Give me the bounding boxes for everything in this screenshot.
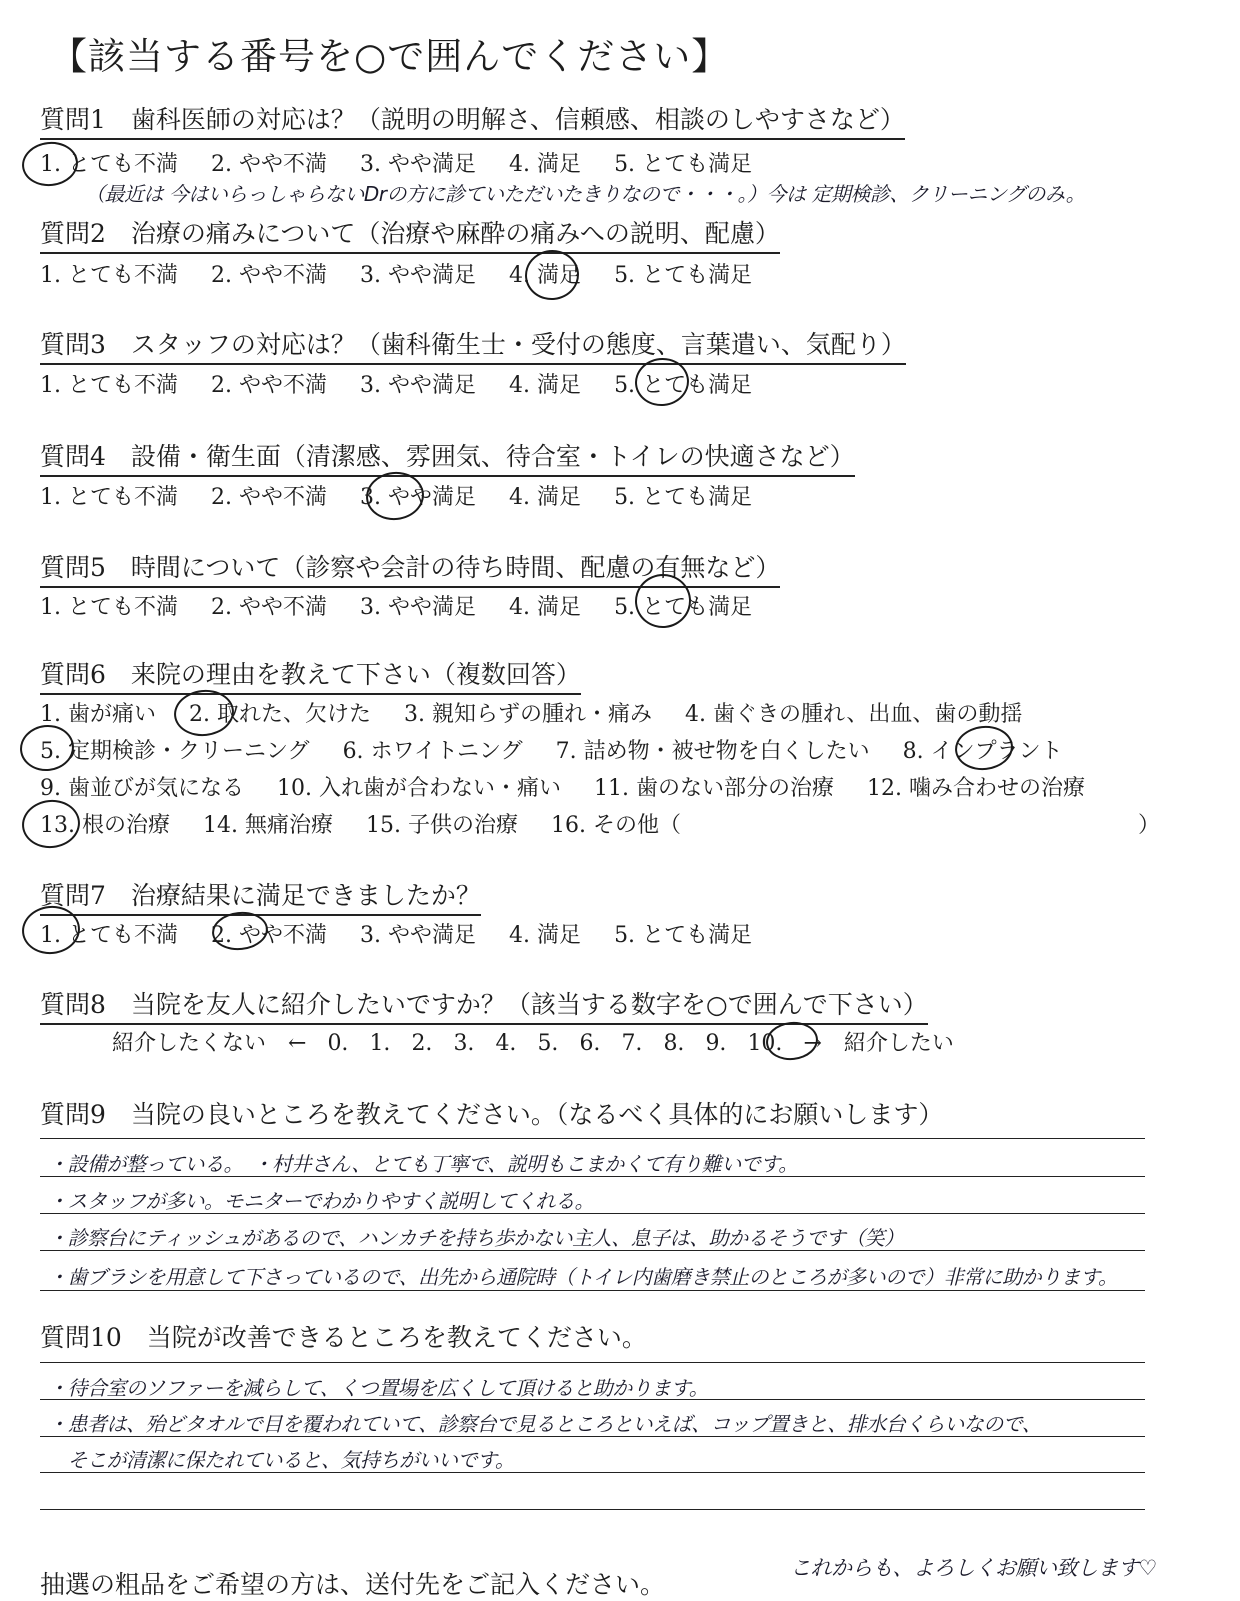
option-number: 3. xyxy=(360,485,382,510)
scale-number: 8. xyxy=(663,1031,685,1056)
option-number: 1. xyxy=(40,263,61,288)
question-6-row-4 xyxy=(40,808,1161,839)
option-number: 2. xyxy=(189,702,211,727)
answer-circle xyxy=(20,797,83,851)
question-6-row-2 xyxy=(40,734,1063,765)
option-label: とても満足 xyxy=(642,485,753,510)
scale-number: 3. xyxy=(453,1031,475,1056)
question-9: 質問9 当院の良いところを教えてください。（なるべく具体的にお願いします） xyxy=(40,1100,944,1129)
option-number: 2. xyxy=(211,485,233,510)
option-number: 5. xyxy=(614,152,636,177)
option-label: 詰め物・被せ物を白くしたい xyxy=(583,739,870,764)
scale-number: 7. xyxy=(621,1031,643,1056)
option-number: 5. xyxy=(614,263,636,288)
option-number: 3. xyxy=(360,263,382,288)
option-label: 歯のない部分の治療 xyxy=(636,776,835,801)
handwritten-answer: ・診察台にティッシュがあるので、ハンカチを持ち歩かない主人、息子は、助かるそうです（笑） xyxy=(48,1226,904,1250)
option-label: やや不満 xyxy=(239,485,328,510)
question-1-options xyxy=(40,147,752,178)
page-title: 【該当する番号を○で囲んでください】 xyxy=(50,35,730,78)
footer-instruction: 抽選の粗品をご希望の方は、送付先をご記入ください。 xyxy=(40,1570,666,1599)
answer-line xyxy=(40,1436,1145,1437)
option-number: 2. xyxy=(211,373,233,398)
option-number: 2. xyxy=(211,263,233,288)
recommend-scale xyxy=(112,1026,968,1057)
option-number: 13. xyxy=(40,813,75,838)
scale-number: 2. xyxy=(411,1031,433,1056)
option-label: その他（ xyxy=(593,813,682,838)
option-number: 5. xyxy=(614,485,636,510)
option-label: とても不満 xyxy=(68,923,179,948)
answer-line xyxy=(40,1176,1145,1177)
option-label: とても不満 xyxy=(68,373,179,398)
option-label: 定期検診・クリーニング xyxy=(68,739,310,764)
handwritten-closing: これからも、よろしくお願い致します♡ xyxy=(790,1556,1157,1580)
option-label: インプラント xyxy=(930,739,1063,764)
question-8: 質問8 当院を友人に紹介したいですか？（該当する数字を○で囲んで下さい） xyxy=(40,985,928,1025)
option-label: 満足 xyxy=(537,263,582,288)
option-number: 1. xyxy=(40,702,61,727)
question-4: 質問4 設備・衛生面（清潔感、雰囲気、待合室・トイレの快適さなど） xyxy=(40,437,855,477)
option-label: とても不満 xyxy=(68,152,179,177)
option-number: 1. xyxy=(40,152,61,177)
answer-line xyxy=(40,1472,1145,1473)
option-number: 7. xyxy=(555,739,577,764)
answer-line xyxy=(40,1509,1145,1510)
handwritten-answer: ・スタッフが多い。モニターでわかりやすく説明してくれる。 xyxy=(48,1189,594,1213)
option-number: 12. xyxy=(867,776,903,801)
option-number: 3. xyxy=(360,373,382,398)
handwritten-answer: ・患者は、殆どタオルで目を覆われていて、診察台で見るところといえば、コップ置きと、排水台くらいなので、 xyxy=(48,1412,1042,1436)
question-10: 質問10 当院が改善できるところを教えてください。 xyxy=(40,1323,647,1352)
option-number: 3. xyxy=(404,702,426,727)
option-number: 5. xyxy=(614,595,636,620)
option-label: 取れた、欠けた xyxy=(217,702,372,727)
option-number: 8. xyxy=(902,739,924,764)
answer-line xyxy=(40,1399,1145,1400)
option-label: やや満足 xyxy=(388,263,477,288)
option-label: 入れ歯が合わない・痛い xyxy=(319,776,562,801)
option-label: 噛み合わせの治療 xyxy=(909,776,1086,801)
scale-number: 4. xyxy=(495,1031,517,1056)
question-5: 質問5 時間について（診察や会計の待ち時間、配慮の有無など） xyxy=(40,548,780,588)
option-number: 5. xyxy=(40,739,61,764)
scale-right-label: → 紹介したい xyxy=(803,1031,954,1056)
option-label: やや満足 xyxy=(388,485,477,510)
option-number: 2. xyxy=(211,152,233,177)
option-number: 5. xyxy=(614,373,636,398)
option-number: 15. xyxy=(366,813,402,838)
option-label: 満足 xyxy=(537,373,582,398)
option-number: 2. xyxy=(211,923,233,948)
option-label: やや満足 xyxy=(388,595,477,620)
option-label: とても不満 xyxy=(68,263,179,288)
option-label: とても満足 xyxy=(642,923,753,948)
answer-line xyxy=(40,1138,1145,1139)
option-label: やや満足 xyxy=(388,152,477,177)
option-number: 4. xyxy=(685,702,707,727)
question-2-options xyxy=(40,258,752,289)
handwritten-answer: ・待合室のソファーを減らして、くつ置場を広くして頂けると助かります。 xyxy=(48,1376,709,1400)
option-number: 1. xyxy=(40,923,61,948)
option-label: やや不満 xyxy=(239,595,328,620)
option-label: やや満足 xyxy=(388,923,477,948)
handwritten-note: （最近は 今はいらっしゃらないDrの方に診ていただいたきりなので・・・。）今は 定期検診、クリーニングのみ。 xyxy=(85,182,1086,206)
answer-circle xyxy=(18,722,77,773)
scale-number: 0. xyxy=(327,1031,349,1056)
option-label: やや満足 xyxy=(388,373,477,398)
scale-number: 9. xyxy=(705,1031,727,1056)
handwritten-answer: そこが清潔に保たれていると、気持ちがいいです。 xyxy=(48,1448,515,1472)
question-2: 質問2 治療の痛みについて（治療や麻酔の痛みへの説明、配慮） xyxy=(40,214,780,254)
option-label: とても不満 xyxy=(68,485,179,510)
option-number: 4. xyxy=(509,595,531,620)
scale-number: 1. xyxy=(369,1031,391,1056)
question-7-options xyxy=(40,918,752,949)
option-number: 1. xyxy=(40,595,61,620)
option-number: 3. xyxy=(360,152,382,177)
answer-circle xyxy=(364,469,427,523)
option-label: 満足 xyxy=(537,923,582,948)
option-number: 4. xyxy=(509,923,531,948)
answer-circle xyxy=(953,723,1015,773)
scale-number: 10. xyxy=(747,1031,783,1056)
option-label: とても満足 xyxy=(642,263,753,288)
option-label: ホワイトニング xyxy=(370,739,523,764)
option-label: とても満足 xyxy=(642,595,753,620)
option-number: 16. xyxy=(551,813,587,838)
option-close-paren: ） xyxy=(1138,813,1161,838)
option-label: 子供の治療 xyxy=(408,813,519,838)
option-label: やや不満 xyxy=(239,373,328,398)
option-label: 無痛治療 xyxy=(245,813,334,838)
option-number: 2. xyxy=(211,595,233,620)
handwritten-answer: ・歯ブラシを用意して下さっているので、出先から通院時（トイレ内歯磨き禁止のところが多いので）非常に助かります。 xyxy=(48,1265,1118,1289)
option-number: 4. xyxy=(509,152,531,177)
option-label: やや不満 xyxy=(239,923,328,948)
handwritten-answer: ・設備が整っている。 ・村井さん、とても丁寧で、説明もこまかくて有り難いです。 xyxy=(48,1152,798,1176)
option-number: 9. xyxy=(40,776,61,801)
answer-line xyxy=(40,1362,1145,1363)
question-6: 質問6 来院の理由を教えて下さい（複数回答） xyxy=(40,655,581,695)
option-label: 歯が痛い xyxy=(68,702,157,727)
option-label: 満足 xyxy=(537,152,582,177)
option-label: 歯ぐきの腫れ、出血、歯の動揺 xyxy=(713,702,1023,727)
option-number: 3. xyxy=(360,595,382,620)
option-label: 歯並びが気になる xyxy=(68,776,245,801)
answer-line xyxy=(40,1213,1145,1214)
question-6-row-3 xyxy=(40,771,1085,802)
option-label: とても満足 xyxy=(642,373,753,398)
scale-left-label: 紹介したくない ← xyxy=(112,1031,307,1056)
option-label: 親知らずの腫れ・痛み xyxy=(432,702,653,727)
question-1: 質問1 歯科医師の対応は？（説明の明解さ、信頼感、相談のしやすさなど） xyxy=(40,100,905,140)
option-number: 14. xyxy=(203,813,239,838)
option-number: 3. xyxy=(360,923,382,948)
option-label: とても満足 xyxy=(642,152,753,177)
option-label: とても不満 xyxy=(68,595,179,620)
option-number: 4. xyxy=(509,263,531,288)
option-label: 根の治療 xyxy=(82,813,171,838)
option-number: 11. xyxy=(594,776,630,801)
option-number: 5. xyxy=(614,923,636,948)
scale-number: 6. xyxy=(579,1031,601,1056)
option-number: 1. xyxy=(40,485,61,510)
option-label: 満足 xyxy=(537,595,582,620)
option-label: やや不満 xyxy=(239,152,328,177)
option-number: 10. xyxy=(277,776,313,801)
option-label: やや不満 xyxy=(239,263,328,288)
scale-number: 5. xyxy=(537,1031,559,1056)
option-number: 4. xyxy=(509,485,531,510)
option-number: 4. xyxy=(509,373,531,398)
option-number: 6. xyxy=(342,739,364,764)
answer-circle xyxy=(523,247,582,302)
question-3: 質問3 スタッフの対応は？（歯科衛生士・受付の態度、言葉遣い、気配り） xyxy=(40,325,906,365)
answer-line xyxy=(40,1290,1145,1291)
option-label: 満足 xyxy=(537,485,582,510)
question-7: 質問7 治療結果に満足できましたか？ xyxy=(40,876,481,916)
answer-line xyxy=(40,1250,1145,1251)
option-number: 1. xyxy=(40,373,61,398)
